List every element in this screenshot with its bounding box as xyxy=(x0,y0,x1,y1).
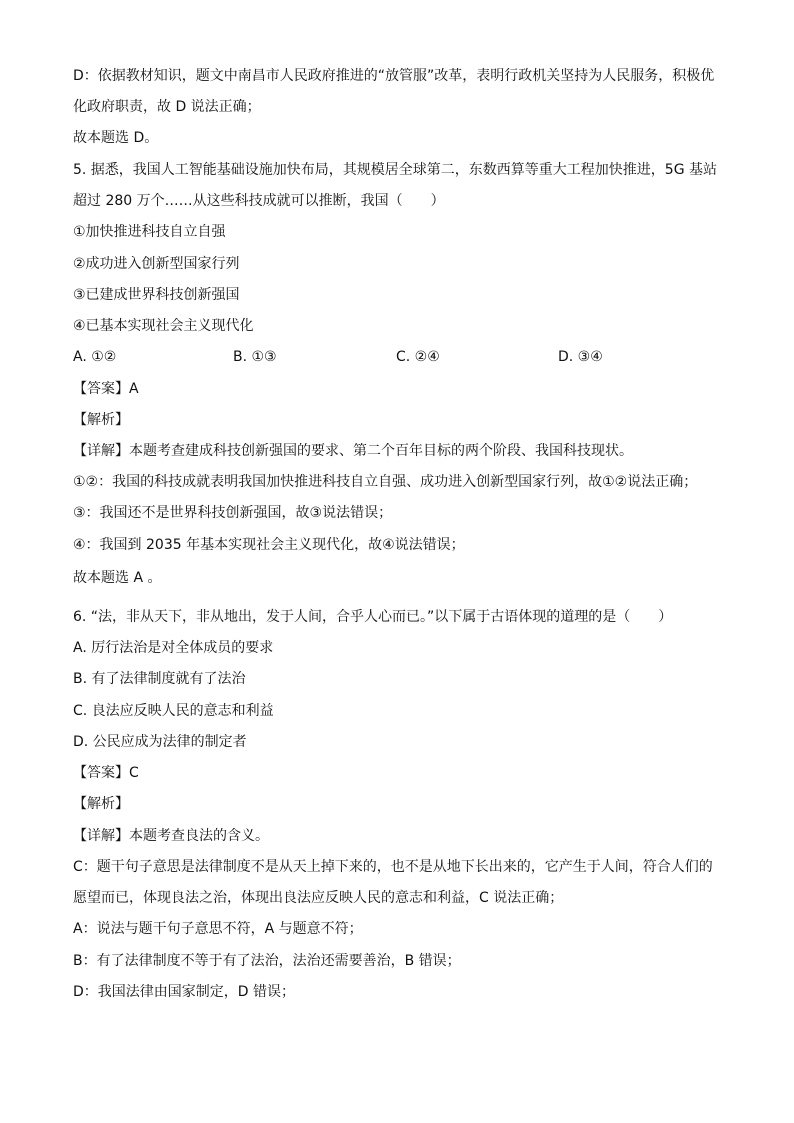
q6-explanation-1: C：题干句子意思是法律制度不是从天上掉下来的，也不是从地下长出来的，它产生于人间，符合人们的 xyxy=(73,859,713,875)
q6-explanation-4: B：有了法律制度不等于有了法治，法治还需要善治，B 错误； xyxy=(73,953,461,969)
q6-option-c: C. 良法应反映人民的意志和利益 xyxy=(73,703,274,719)
q5-analysis-heading: 【解析】 xyxy=(73,412,129,428)
q5-stem-line-1: 5. 据悉，我国人工智能基础设施加快布局，其规模居全球第二，东数西算等重大工程加快推进，5G 基站 xyxy=(73,162,718,178)
q6-analysis-heading: 【解析】 xyxy=(73,796,129,812)
q6-explanation-3: A：说法与题干句子意思不符，A 与题意不符； xyxy=(73,921,363,937)
q5-option-d: D. ③④ xyxy=(558,349,603,365)
prev-explanation-line-2: 化政府职责，故 D 说法正确； xyxy=(73,99,261,115)
q5-options xyxy=(73,347,733,367)
prev-explanation-line-1: D：依据教材知识，题文中南昌市人民政府推进的“放管服”改革，表明行政机关坚持为人民服务，积极优 xyxy=(73,68,715,84)
q5-explanation-1: ①②：我国的科技成就表明我国加快推进科技自立自强、成功进入创新型国家行列，故①②说法正确； xyxy=(73,474,698,490)
q6-answer: 【答案】C xyxy=(73,765,139,781)
prev-conclusion: 故本题选 D。 xyxy=(73,130,159,146)
q5-option-b: B. ①③ xyxy=(233,349,277,365)
q6-option-a: A. 厉行法治是对全体成员的要求 xyxy=(73,640,274,656)
q5-stem-line-2: 超过 280 万个……从这些科技成就可以推断，我国（ ） xyxy=(73,193,445,209)
q5-statement-4: ④已基本实现社会主义现代化 xyxy=(73,318,254,334)
q5-explanation-2: ③：我国还不是世界科技创新强国，故③说法错误； xyxy=(73,505,393,521)
q5-statement-1: ①加快推进科技自立自强 xyxy=(73,224,226,240)
q5-detail: 【详解】本题考查建成科技创新强国的要求、第二个百年目标的两个阶段、我国科技现状。 xyxy=(73,443,633,459)
q5-explanation-3: ④：我国到 2035 年基本实现社会主义现代化，故④说法错误； xyxy=(73,537,465,553)
q6-stem: 6. “法，非从天下，非从地出，发于人间，合乎人心而已。”以下属于古语体现的道理的是（ ） xyxy=(73,609,673,625)
q5-statement-2: ②成功进入创新型国家行列 xyxy=(73,256,240,272)
q5-answer: 【答案】A xyxy=(73,381,139,397)
q6-detail: 【详解】本题考查良法的含义。 xyxy=(73,828,269,844)
q6-explanation-5: D：我国法律由国家制定，D 错误； xyxy=(73,984,296,1000)
q6-option-d: D. 公民应成为法律的制定者 xyxy=(73,734,247,750)
q6-explanation-2: 愿望而已，体现良法之治，体现出良法应反映人民的意志和利益，C 说法正确； xyxy=(73,890,564,906)
q5-option-a: A. ①② xyxy=(73,349,117,365)
q5-statement-3: ③已建成世界科技创新强国 xyxy=(73,287,240,303)
q5-conclusion: 故本题选 A 。 xyxy=(73,570,162,586)
q5-option-c: C. ②④ xyxy=(396,349,440,365)
q6-option-b: B. 有了法律制度就有了法治 xyxy=(73,671,246,687)
